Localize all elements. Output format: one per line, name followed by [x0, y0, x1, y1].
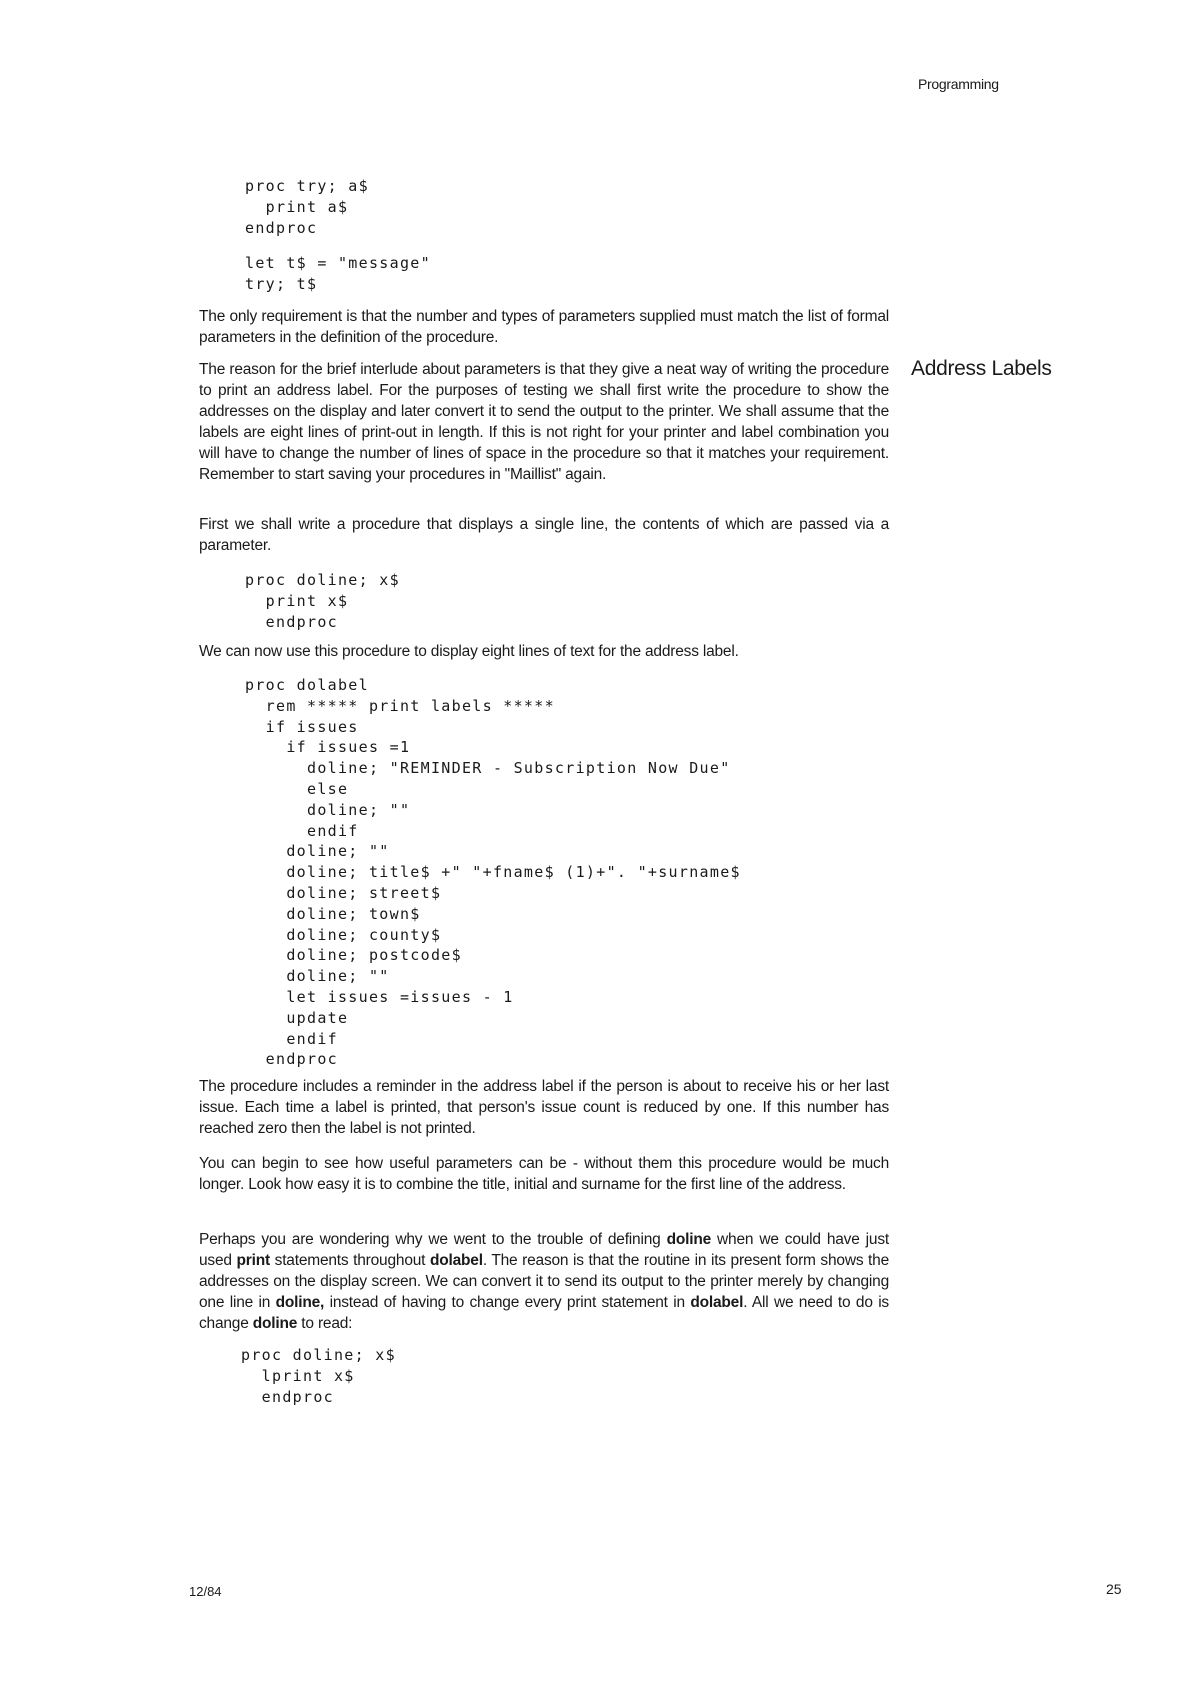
keyword-dolabel: dolabel: [429, 1252, 483, 1269]
paragraph-interlude: The reason for the brief interlude about parameters is that they give a neat way of writing the procedure to print an address label. For the purposes of testing we shall first write the procedure to show the addresses on the display and later convert it to send the output to the printer. We shall assume that the labels are eight lines of print-out in length. If this is not right for your printer and label combination you will have to change the number of lines of space in the procedure so that it matches your requirement. Remember to start saving your procedures in "Maillist" again.: [199, 361, 889, 483]
paragraph-single-line: First we shall write a procedure that displays a single line, the contents of which are passed via a parameter.: [199, 516, 889, 554]
paragraph-requirement: The only requirement is that the number and types of parameters supplied must match the list of formal parameters in the definition of the procedure.: [199, 308, 889, 346]
keyword-doline-2: doline,: [275, 1294, 325, 1311]
keyword-doline: doline: [666, 1231, 712, 1248]
page-number: 25: [1106, 1581, 1122, 1597]
paragraph-why-doline: Perhaps you are wondering why we went to the trouble of defining doline when we could have just used print statements throughout dolabel. The reason is that the routine in its present form shows the addresses on the display screen. We can convert it to send its output to the printer merely by changing one line in doline, instead of having to change every print statement in dolabel. All we need to do is change doline to read:: [199, 1231, 890, 1332]
paragraph-reminder: The procedure includes a reminder in the address label if the person is about to receive his or her last issue. Each time a label is printed, that person's issue count is reduced by one. If this number has reached zero then the label is not printed.: [199, 1078, 889, 1137]
code-proc-doline: proc doline; x$ print x$ endproc: [245, 571, 400, 631]
code-proc-doline-lprint: proc doline; x$ lprint x$ endproc: [241, 1346, 396, 1406]
code-proc-dolabel: proc dolabel rem ***** print labels ***** if issues if issues =1 doline; "REMINDER - Subscription Now Due" else doline; "" endif doline; "" doline; title$ +" "+fname$ (1)+". "+surname$ doline; street$ doline; town$ doline; county$ doline; postcode$ doline; "" let issues =issues - 1 update endif endproc: [245, 676, 741, 1069]
keyword-dolabel-2: dolabel: [690, 1294, 744, 1311]
footer-date: 12/84: [189, 1584, 222, 1599]
code-proc-try: proc try; a$ print a$ endproc: [245, 177, 369, 237]
keyword-doline-3: doline: [252, 1315, 298, 1332]
paragraph-eight-lines: We can now use this procedure to display eight lines of text for the address label.: [199, 643, 739, 660]
keyword-print: print: [236, 1252, 270, 1269]
paragraph-useful-parameters: You can begin to see how useful parameters can be - without them this procedure would be much longer. Look how easy it is to combine the title, initial and surname for the first line of the address.: [199, 1155, 889, 1193]
running-header: Programming: [918, 76, 999, 92]
side-heading-address-labels: Address Labels: [911, 357, 1052, 380]
code-let-message: let t$ = "message" try; t$: [245, 254, 431, 293]
